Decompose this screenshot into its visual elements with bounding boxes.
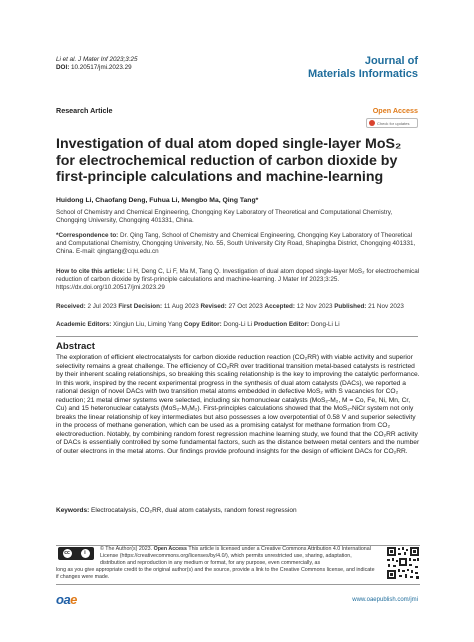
- journal-line-1: Journal of: [364, 55, 418, 67]
- production-editor: Dong-Li Li: [310, 321, 340, 328]
- copy-editor-label: Copy Editor:: [183, 321, 222, 328]
- keywords-label: Keywords:: [56, 507, 90, 514]
- editors-line: [56, 321, 420, 329]
- license-text: [100, 546, 376, 567]
- first-decision-label: First Decision:: [118, 303, 163, 310]
- cc-icon: cc: [64, 550, 70, 556]
- academic-editors: Xingjun Liu, Liming Yang: [113, 321, 183, 328]
- oae-logo-oa: oa: [56, 592, 71, 607]
- published-date: 21 Nov 2023: [368, 303, 404, 310]
- doi-value[interactable]: 10.20517/jmi.2023.29: [71, 64, 132, 71]
- keywords-text: Electrocatalysis, CO₂RR, dual atom catalysts, random forest regression: [89, 507, 297, 514]
- cite-line: Li et al. J Mater Inf 2023;3:25: [56, 56, 138, 63]
- how-to-cite: [56, 268, 420, 293]
- received-label: Received:: [56, 303, 86, 310]
- revised-label: Revised:: [200, 303, 227, 310]
- citation-header: [56, 56, 138, 72]
- doi-label: DOI:: [56, 64, 70, 71]
- affiliation: School of Chemistry and Chemical Engineering, Chongqing Key Laboratory of Theoretical and Computational Chemistry, Chongqing University, Chongqing 401331, China.: [56, 209, 393, 225]
- production-editor-label: Production Editor:: [253, 321, 310, 328]
- publisher-url[interactable]: www.oaepublish.com/jmi: [352, 597, 418, 603]
- check-updates-button[interactable]: [366, 118, 418, 128]
- license-text-1: This article is licensed under a Creative Commons Attribution 4.0 International License (https://creativecommons.org/licenses/by/4.0/), which permits unrestricted use, sharing, adaptation, distribution and reproduction in any medium or format, for any purpose, even commercially, as: [100, 546, 371, 566]
- abstract-body: The exploration of efficient electrocatalysts for carbon dioxide reduction reaction (CO₂RR) with viable activity and superior selectivity remains a great challenge. The efficiency of CO₂RR over traditional transition metal-based catalysts is restricted by their inherent scaling relationships, so breaking this scaling relationship is the key to improving the catalytic performance. In this work, inspired by the recent experimental progress in the synthesis of dual atom catalysts (DACs), we reported a rational design of novel DACs with two transition metal atoms embedded in defective MoS₂ with S vacancies for CO₂ reduction; 21 metal dimer systems were selected, including six homonuclear catalysts (MoS₂-M₂, M = Co, Fe, Ni, Mn, Cr, Cu) and 15 heteronuclear catalysts (MoS₂-M₁M₂). First-principles calculations showed that the MoS₂-NiCr system not only breaks the linear relationship of key intermediates but also possesses a low overpotential of 0.58 V and superior selectivity in the process of methane generation, which can be used as a promising catalyst for methane formation from CO₂ electroreduction. Notably, by combining random forest regression machine learning study, we found that the CO₂RR activity of DACs is essentially controlled by some fundamental factors, such as the distance between metal centers and the number of outer electrons in the metal atoms. Our findings provide profound insights for the design of efficient DACs for CO₂RR.: [56, 354, 420, 456]
- journal-name: [308, 55, 418, 80]
- by-icon: i: [81, 549, 90, 558]
- revised-date: 27 Oct 2023: [228, 303, 263, 310]
- accepted-label: Accepted:: [264, 303, 295, 310]
- license-text-continued: long as you give appropriate credit to the original author(s) and the source, provide a link to the Creative Commons license, and indicate if changes were made.: [56, 567, 375, 580]
- divider: [56, 336, 418, 337]
- article-title: Investigation of dual atom doped single-layer MoS₂ for electrochemical reduction of carbon dioxide by first-principle calculations and machine-learning: [56, 136, 402, 185]
- academic-editors-label: Academic Editors:: [56, 321, 112, 328]
- cc-by-badge-icon[interactable]: [58, 547, 94, 560]
- qr-code-icon: [386, 546, 420, 580]
- oae-logo-e: e: [70, 592, 77, 607]
- check-updates-label: Check for updates: [377, 120, 410, 126]
- correspondence: [56, 232, 420, 257]
- copy-editor: Dong-Li Li: [223, 321, 253, 328]
- correspondence-label: *Correspondence to:: [56, 232, 119, 239]
- article-type: Research Article: [56, 106, 113, 115]
- author-list: Huidong Li, Chaofang Deng, Fuhua Li, Mengbo Ma, Qing Tang*: [56, 197, 259, 204]
- open-access-label: Open Access: [372, 106, 418, 115]
- abstract-heading: Abstract: [56, 341, 95, 352]
- article-dates: [56, 303, 420, 311]
- published-label: Published:: [334, 303, 367, 310]
- first-decision-date: 11 Aug 2023: [163, 303, 199, 310]
- how-to-cite-label: How to cite this article:: [56, 268, 125, 275]
- license-open-access: Open Access: [152, 546, 187, 552]
- received-date: 2 Jul 2023: [87, 303, 117, 310]
- how-to-cite-text: Li H, Deng C, Li F, Ma M, Tang Q. Investigation of dual atom doped single-layer MoS₂ for electrochemical reduction of carbon dioxide by first-principle calculations and machine-learning. J Mater Inf 2023;3:25. https://dx.doi.org/10.20517/jmi.2023.29: [56, 268, 420, 292]
- accepted-date: 12 Nov 2023: [296, 303, 333, 310]
- check-updates-icon: [369, 120, 375, 126]
- correspondence-text: Dr. Qing Tang, School of Chemistry and Chemical Engineering, Chongqing Key Laboratory of Theoretical and Computational Chemistry, Chongqing University, No. 55, South University City Road, Shapingba District, Chongqing 401331, China. E-mail: qingtang@cqu.edu.cn: [56, 232, 416, 256]
- keywords: [56, 507, 420, 514]
- journal-line-2: Materials Informatics: [307, 67, 418, 80]
- oae-logo[interactable]: [56, 592, 77, 607]
- copyright: © The Author(s) 2023.: [100, 546, 153, 552]
